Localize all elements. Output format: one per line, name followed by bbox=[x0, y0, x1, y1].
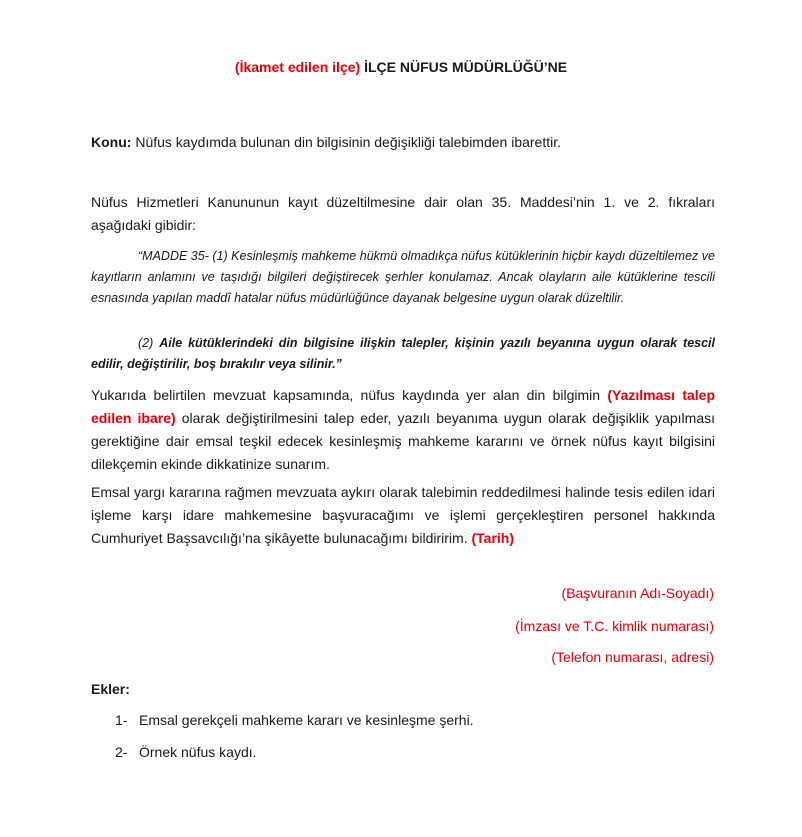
signature-contact-placeholder: (Telefon numarası, adresi) bbox=[551, 649, 714, 665]
quote2-text: Aile kütüklerindeki din bilgisine ilişkin talepler, kişinin yazılı beyanına uygun olarak tescil edilir, değiştirilir, boş bırakılır veya silinir.” bbox=[91, 336, 715, 371]
document-title bbox=[0, 59, 802, 75]
attachment-text: Emsal gerekçeli mahkeme kararı ve kesinleşme şerhi. bbox=[139, 712, 474, 728]
subject-line bbox=[91, 131, 715, 154]
attachment-number: 1- bbox=[115, 712, 128, 728]
law-quote-paragraph-2 bbox=[91, 333, 715, 375]
attachment-number: 2- bbox=[115, 744, 128, 760]
law-quote-paragraph-1: “MADDE 35- (1) Kesinleşmiş mahkeme hükmü olmadıkça nüfus kütüklerinin hiçbir kaydı düzeltilemez ve kayıtların anlamını ve taşıdığı bilgileri değiştirecek şerhler konulamaz. Ancak olayların aile kütüklerine tescili esnasında yapılan maddî hatalar nüfus müdürlüğünce dayanak belgesine uygun olarak düzeltilir. bbox=[91, 249, 715, 305]
subject-text: Nüfus kaydımda bulunan din bilgisinin değişikliği talebimden ibarettir. bbox=[131, 134, 562, 150]
quote2-number: (2) bbox=[138, 336, 160, 350]
title-district-placeholder: (İkamet edilen ilçe) bbox=[234, 59, 361, 75]
intro-paragraph: Nüfus Hizmetleri Kanununun kayıt düzeltilmesine dair olan 35. Maddesi’nin 1. ve 2. fıkraları aşağıdaki gibidir: bbox=[91, 194, 715, 233]
attachment-text: Örnek nüfus kaydı. bbox=[139, 744, 257, 760]
warning-paragraph bbox=[91, 481, 715, 550]
attachments-title: Ekler: bbox=[91, 681, 130, 697]
request-text-after: olarak değiştirilmesini talep eder, yazılı beyanıma uygun olarak değişiklik yapılması gerektiğine dair emsal teşkil edecek kesinleşmiş mahkeme kararını ve örnek nüfus kayıt bilgisini dilekçemin ekinde dikkatinize sunarım. bbox=[91, 410, 715, 472]
warning-text: Emsal yargı kararına rağmen mevzuata aykırı olarak talebimin reddedilmesi halinde tesis edilen idari işleme karşı idare mahkemesine başvuracağımı ve işlemi gerçekleştiren personel hakkında Cumhuriyet Başsavcılığı’na şikâyette bulunacağımı bildiririm. bbox=[91, 484, 715, 546]
title-text: İLÇE NÜFUS MÜDÜRLÜĞÜ’NE bbox=[360, 59, 568, 75]
subject-label: Konu: bbox=[91, 134, 132, 150]
request-text-before: Yukarıda belirtilen mevzuat kapsamında, nüfus kaydında yer alan din bilgimin bbox=[91, 387, 608, 403]
signature-name-placeholder: (Başvuranın Adı-Soyadı) bbox=[561, 585, 714, 601]
attachment-item bbox=[115, 744, 257, 760]
requested-phrase-placeholder: (Yazılması talep edilen ibare) bbox=[91, 387, 715, 426]
request-paragraph bbox=[91, 384, 715, 476]
signature-id-placeholder: (İmzası ve T.C. kimlik numarası) bbox=[515, 618, 714, 634]
date-placeholder: (Tarih) bbox=[471, 530, 515, 546]
attachment-item bbox=[115, 712, 474, 728]
